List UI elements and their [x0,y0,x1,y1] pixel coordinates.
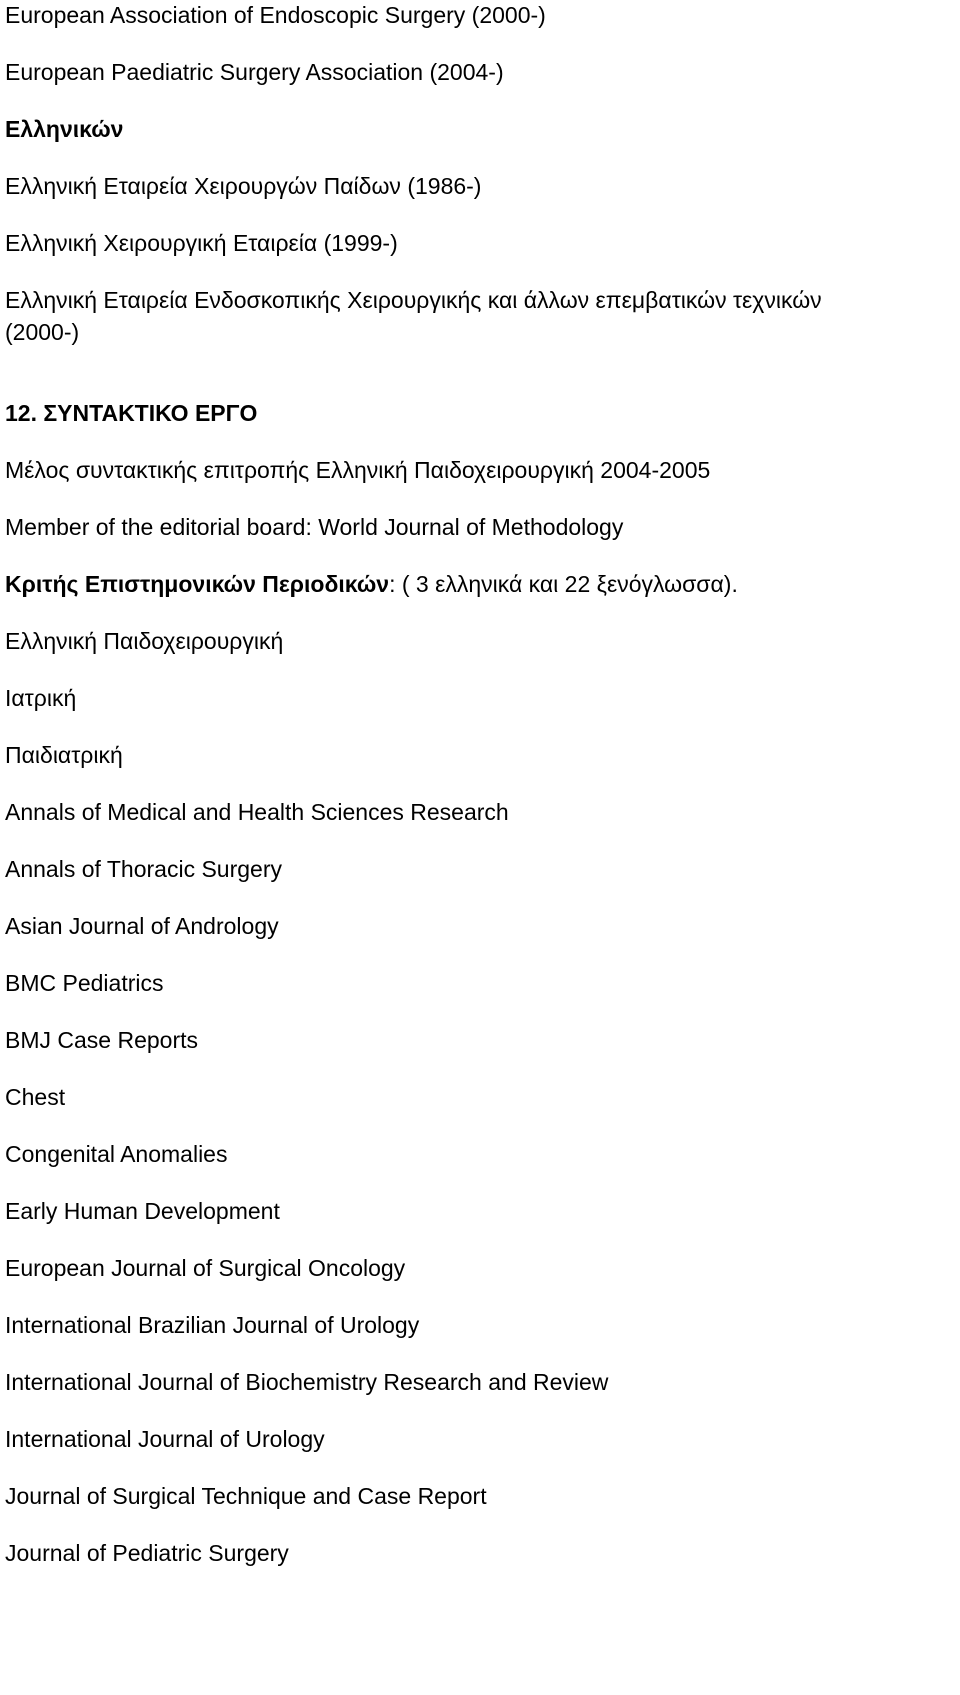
journal-item: Ιατρική [5,685,77,711]
journal-item: Annals of Thoracic Surgery [5,856,282,882]
journal-item: International Journal of Urology [5,1426,325,1452]
journal-item: International Journal of Biochemistry Research and Review [5,1369,609,1395]
journal-item: European Journal of Surgical Oncology [5,1255,406,1281]
journal-item: Congenital Anomalies [5,1141,228,1167]
membership-line: European Association of Endoscopic Surgery (2000-) [5,2,546,28]
journal-item: Chest [5,1084,66,1110]
editorial-gr: Μέλος συντακτικής επιτροπής Ελληνική Παιδοχειρουργική 2004-2005 [5,457,711,483]
journal-item: Journal of Pediatric Surgery [5,1540,289,1566]
journal-item: Asian Journal of Andrology [5,913,279,939]
membership-line: European Paediatric Surgery Association (2004-) [5,59,504,85]
membership-line: Ελληνική Εταιρεία Ενδοσκοπικής Χειρουργικής και άλλων επεμβατικών τεχνικών [5,287,822,313]
reviewer-line [5,570,738,598]
journal-item: BMC Pediatrics [5,970,164,996]
membership-line-cont: (2000-) [5,319,80,345]
reviewer-label: Κριτής Επιστημονικών Περιοδικών [5,571,390,597]
journal-item: Early Human Development [5,1198,280,1224]
journal-item: Annals of Medical and Health Sciences Research [5,799,509,825]
reviewer-rest: : ( 3 ελληνικά και 22 ξενόγλωσσα). [389,571,738,597]
membership-line: Ελληνική Χειρουργική Εταιρεία (1999-) [5,230,398,256]
editorial-en: Member of the editorial board: World Journal of Methodology [5,514,624,540]
journal-item: Journal of Surgical Technique and Case Report [5,1483,487,1509]
section-heading: 12. ΣΥΝΤΑΚΤΙΚΟ ΕΡΓΟ [5,400,258,426]
journal-item: International Brazilian Journal of Urology [5,1312,420,1338]
journal-item: BMJ Case Reports [5,1027,199,1053]
journal-item: Ελληνική Παιδοχειρουργική [5,628,284,654]
journal-item: Παιδιατρική [5,742,123,768]
greek-memberships-heading: Ελληνικών [5,116,124,142]
membership-line: Ελληνική Εταιρεία Χειρουργών Παίδων (1986-) [5,173,482,199]
